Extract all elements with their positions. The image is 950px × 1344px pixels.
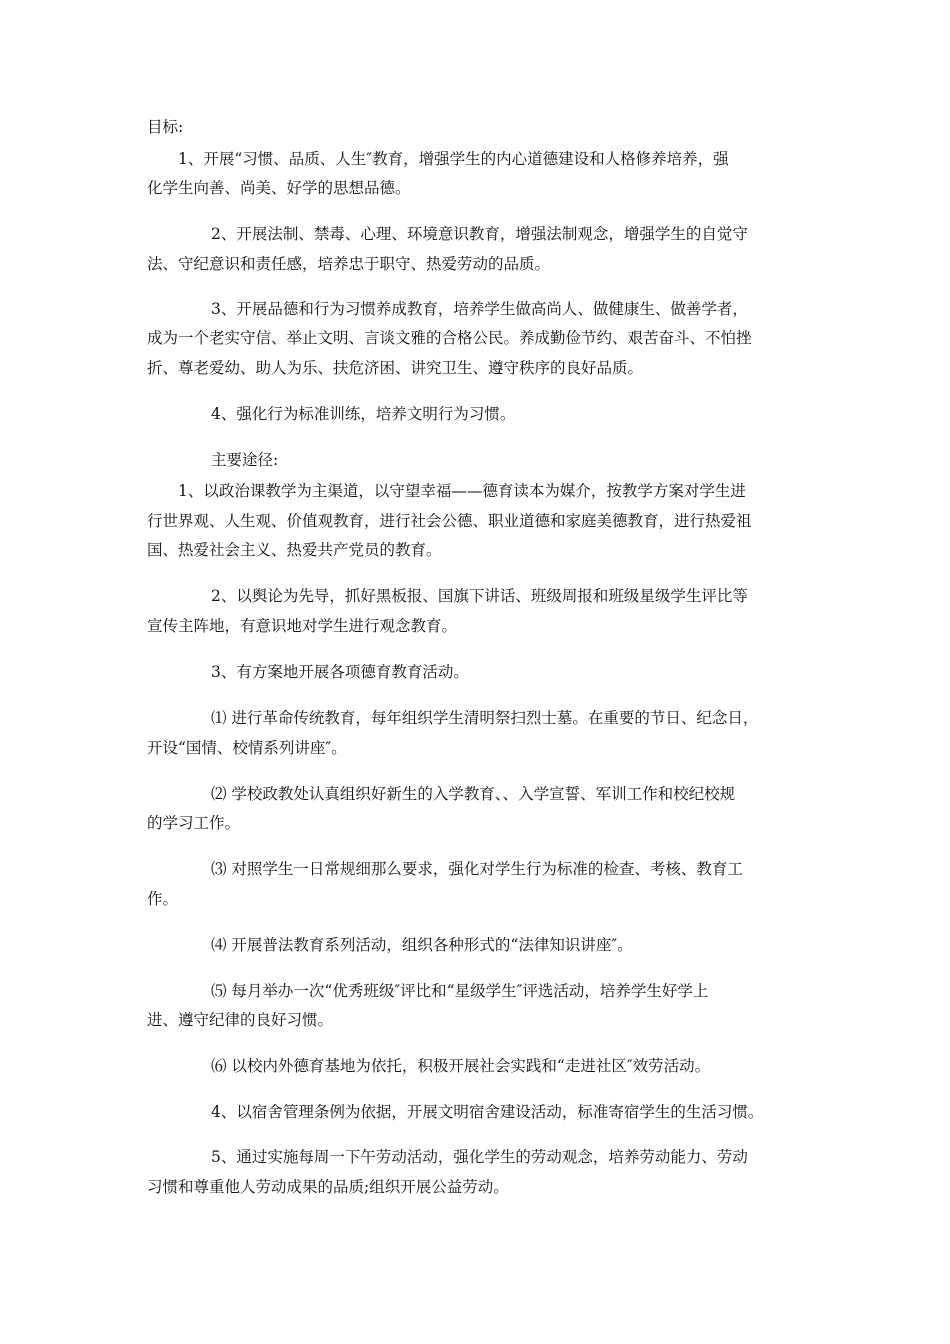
- approach-1-line-1: 1、以政治课教学为主渠道，以守望幸福——德育读本为媒介，按教学方案对学生进: [178, 482, 746, 500]
- activity-5-line-2: 进、遵守纪律的良好习惯。: [147, 1011, 334, 1029]
- activity-2-line-2: 的学习工作。: [147, 814, 241, 832]
- approach-1-line-3: 国、热爱社会主义、热爱共产党员的教育。: [147, 541, 442, 559]
- goal-3-line-2: 成为一个老实守信、举止文明、言谈文雅的合格公民。养成勤俭节约、艰苦奋斗、不怕挫: [147, 329, 752, 347]
- approaches-heading: 主要途径:: [211, 451, 279, 469]
- approach-5-line-1: 5、通过实施每周一下午劳动活动，强化学生的劳动观念，培养劳动能力、劳动: [211, 1148, 748, 1166]
- goal-1-line-1: 1、开展“习惯、品质、人生″教育，增强学生的内心道德建设和人格修养培养，强: [178, 150, 729, 168]
- goals-heading: 目标:: [147, 118, 184, 136]
- approach-5-line-2: 习惯和尊重他人劳动成果的品质;组织开展公益劳动。: [147, 1178, 509, 1196]
- approach-4-line-1: 4、以宿舍管理条例为依据，开展文明宿舍建设活动，标准寄宿学生的生活习惯。: [211, 1103, 764, 1121]
- goal-3-line-1: 3、开展品德和行为习惯养成教育，培养学生做高尚人、做健康生、做善学者，: [211, 300, 748, 318]
- goal-3-line-3: 折、尊老爱幼、助人为乐、扶危济困、讲究卫生、遵守秩序的良好品质。: [147, 359, 644, 377]
- activity-3-line-1: ⑶ 对照学生一日常规细那么要求，强化对学生行为标准的检查、考核、教育工: [211, 860, 743, 878]
- approach-3-line-1: 3、有方案地开展各项德育教育活动。: [211, 663, 469, 681]
- approach-2-line-1: 2、以舆论为先导，抓好黑板报、国旗下讲话、班级周报和班级星级学生评比等: [211, 587, 748, 605]
- goal-2-line-2: 法、守纪意识和责任感，培养忠于职守、热爱劳动的品质。: [147, 255, 551, 273]
- goal-4-line-1: 4、强化行为标准训练，培养文明行为习惯。: [211, 405, 516, 423]
- activity-1-line-1: ⑴ 进行革命传统教育，每年组织学生清明祭扫烈士墓。在重要的节日、纪念日，: [211, 709, 759, 727]
- activity-4-line-1: ⑷ 开展普法教育系列活动，组织各种形式的“法律知识讲座″。: [211, 936, 633, 954]
- activity-6-line-1: ⑹ 以校内外德育基地为依托，积极开展社会实践和“走进社区″效劳活动。: [211, 1057, 711, 1075]
- activity-3-line-2: 作。: [147, 890, 179, 908]
- approach-1-line-2: 行世界观、人生观、价值观教育，进行社会公德、职业道德和家庭美德教育，进行热爱祖: [147, 512, 752, 530]
- goal-1-line-2: 化学生向善、尚美、好学的思想品德。: [147, 179, 411, 197]
- activity-5-line-1: ⑸ 每月举办一次“优秀班级″评比和“星级学生″评选活动，培养学生好学上: [211, 982, 709, 1000]
- activity-2-line-1: ⑵ 学校政教处认真组织好新生的入学教育、、入学宣誓、军训工作和校纪校规: [211, 785, 736, 803]
- approach-2-line-2: 宣传主阵地，有意识地对学生进行观念教育。: [147, 617, 458, 635]
- activity-1-line-2: 开设“国情、校情系列讲座″。: [147, 739, 347, 757]
- goal-2-line-1: 2、开展法制、禁毒、心理、环境意识教育，增强法制观念，增强学生的自觉守: [211, 225, 748, 243]
